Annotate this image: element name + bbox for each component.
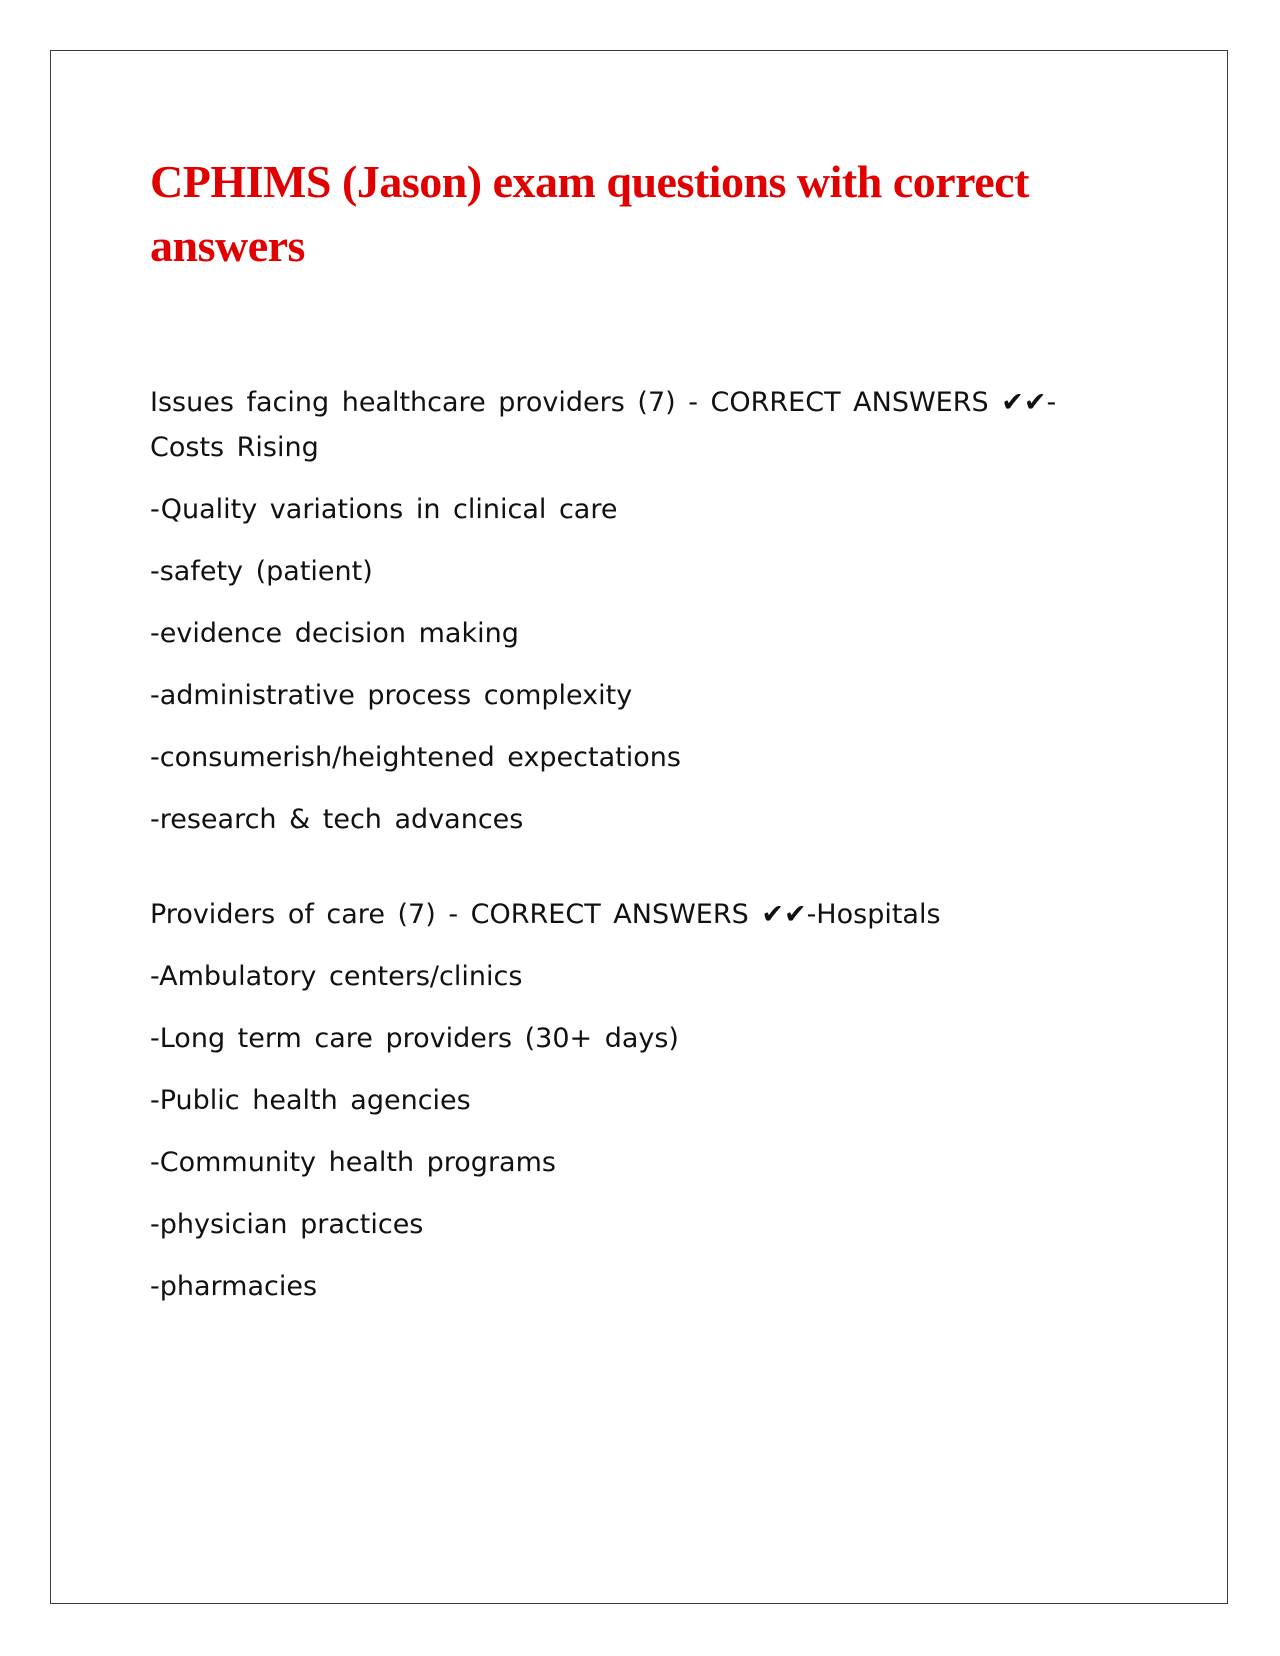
answer-item: -safety (patient) (150, 556, 373, 587)
qa-block-issues (150, 380, 1070, 842)
answer-item: -evidence decision making (150, 618, 519, 649)
answer-item: -physician practices (150, 1209, 424, 1240)
qa-block-providers (150, 892, 1070, 1309)
answer-item: -Quality variations in clinical care (150, 494, 618, 525)
answer-item: -pharmacies (150, 1271, 318, 1302)
document-title: CPHIMS (Jason) exam questions with correct answers (150, 156, 1029, 271)
answer-item: -Community health programs (150, 1147, 556, 1178)
answer-item: -administrative process complexity (150, 680, 633, 711)
document-body (150, 380, 1070, 1359)
question-line: Providers of care (7) - CORRECT ANSWERS ✔✔-Hospitals (150, 899, 941, 930)
answer-item: -research & tech advances (150, 804, 524, 835)
answer-item: -Long term care providers (30+ days) (150, 1023, 679, 1054)
answer-item: -Public health agencies (150, 1085, 471, 1116)
question-line: Issues facing healthcare providers (7) - CORRECT ANSWERS ✔✔-Costs Rising (150, 387, 1057, 463)
answer-item: -Ambulatory centers/clinics (150, 961, 523, 992)
answer-item: -consumerish/heightened expectations (150, 742, 681, 773)
